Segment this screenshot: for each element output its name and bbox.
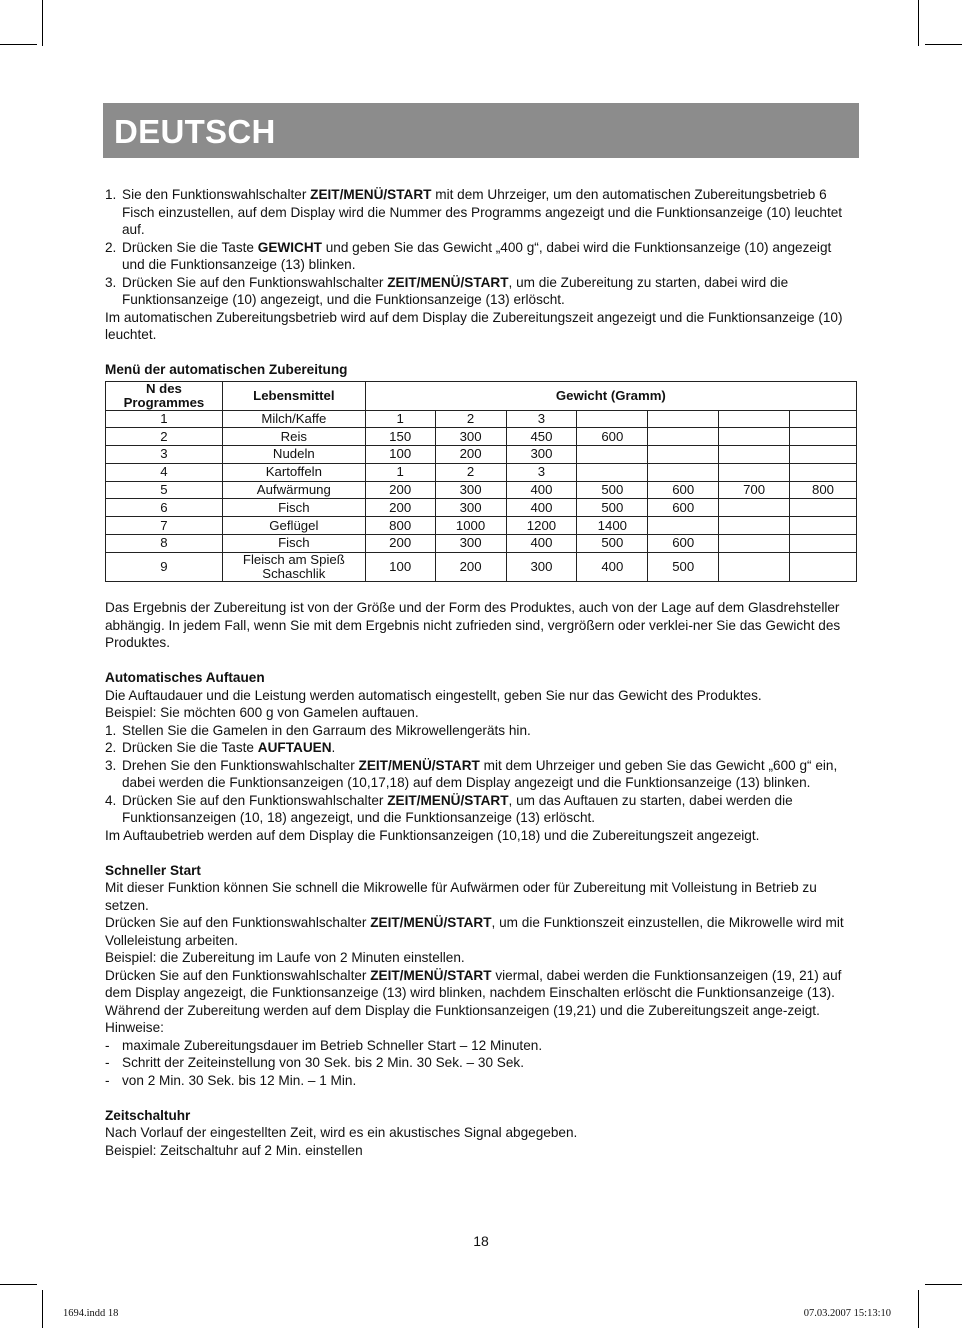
table-cell: 300 [435, 499, 506, 517]
table-cell: 1 [365, 463, 435, 481]
step-bold: ZEIT/MENÜ/START [387, 274, 509, 290]
table-cell: 500 [577, 499, 648, 517]
note-text: maximale Zubereitungsdauer im Betrieb Schneller Start – 12 Minuten. [122, 1037, 543, 1053]
text-run: , um die Funktionszeit einzustellen, die Mikrowelle wird mit Volleleistung arbeiten. [105, 915, 844, 948]
crop-mark [925, 1284, 962, 1285]
table-cell: 500 [577, 481, 648, 499]
crop-mark [925, 44, 962, 45]
table-cell: Fleisch am Spieß Schaschlik [222, 552, 365, 581]
step-number: 2. [105, 239, 117, 255]
table-cell [577, 410, 648, 428]
table-cell: 200 [435, 552, 506, 581]
step-text: . [331, 740, 336, 756]
step-text: und geben Sie das Gewicht „400 g“, dabei wird die Funktionsanzeige (10) angezeigt und die Funktionsanzeige (13) blinken. [122, 239, 832, 272]
table-cell: Reis [222, 428, 365, 446]
table-row [106, 517, 857, 535]
table-cell: 800 [790, 481, 857, 499]
table-cell: Aufwärmung [222, 481, 365, 499]
table-cell [648, 517, 719, 535]
dash-bullet: - [105, 1055, 110, 1071]
table-cell [719, 446, 790, 464]
table-cell: 3 [506, 410, 577, 428]
table-cell: Nudeln [222, 446, 365, 464]
table-cell: Geflügel [222, 517, 365, 535]
step-text: , um die Zubereitung zu starten, dabei wird die Funktionsanzeige (10) angezeigt, und die Funktionsanzeige (13) erlöscht. [122, 274, 789, 307]
list-item [105, 1072, 857, 1090]
table-cell: 100 [365, 446, 435, 464]
text-run: Drücken Sie auf den Funktionswahlschalter [105, 967, 371, 983]
step-text: Drücken Sie auf den Funktionswahlschalter [122, 792, 388, 808]
defrost-intro: Die Auftaudauer und die Leistung werden automatisch eingestellt, geben Sie nur das Gewicht des Produktes. [105, 687, 762, 703]
quick-start-text: Während der Zubereitung werden auf dem Display die Funktionsanzeigen (19,21) und die Zubereitungszeit ange-zeigt. [105, 1002, 820, 1018]
banner-title: DEUTSCH [114, 113, 276, 150]
step-text: Sie den Funktionswahlschalter [122, 187, 311, 202]
table-cell [648, 463, 719, 481]
list-item [105, 186, 857, 239]
timer-heading: Zeitschaltuhr [105, 1107, 191, 1123]
table-header-row [106, 381, 857, 410]
list-item [105, 1037, 857, 1055]
table-cell [719, 517, 790, 535]
table-cell: 4 [106, 463, 223, 481]
list-item [105, 1054, 857, 1072]
column-header: Gewicht (Gramm) [365, 381, 856, 410]
table-cell [577, 446, 648, 464]
list-item [105, 239, 857, 274]
table-cell [790, 517, 857, 535]
table-cell: Milch/Kaffe [222, 410, 365, 428]
crop-mark [918, 1290, 919, 1328]
step-text: Drücken Sie die Taste [122, 239, 258, 255]
table-cell [790, 428, 857, 446]
table-cell: 7 [106, 517, 223, 535]
table-cell: 400 [506, 481, 577, 499]
menu-table-heading: Menü der automatischen Zubereitung [105, 362, 348, 377]
table-cell: 1000 [435, 517, 506, 535]
crop-mark [0, 1284, 37, 1285]
defrost-example: Beispiel: Sie möchten 600 g von Gamelen auftauen. [105, 705, 419, 721]
slug-left: 1694.indd 18 [63, 1308, 119, 1319]
page-content [105, 186, 857, 1159]
list-item [105, 792, 857, 827]
notes-label: Hinweise: [105, 1020, 164, 1036]
table-cell [719, 499, 790, 517]
table-cell: 300 [435, 428, 506, 446]
table-cell [719, 428, 790, 446]
notes-list [105, 1037, 857, 1090]
table-cell [790, 499, 857, 517]
text-bold: ZEIT/MENÜ/START [370, 967, 492, 983]
step-text: mit dem Uhrzeiger und geben Sie das Gewicht „600 g“ ein, dabei werden die Funktionsanzeigen (10,17,18) auf dem Display angezeigt und die Funktionsanzeige (13) blinken. [122, 757, 838, 791]
list-item [105, 722, 857, 740]
table-cell: 6 [106, 499, 223, 517]
table-cell [648, 410, 719, 428]
table-row [106, 535, 857, 553]
table-cell: 600 [648, 535, 719, 553]
table-cell: 300 [506, 552, 577, 581]
table-cell: 600 [577, 428, 648, 446]
table-cell: 150 [365, 428, 435, 446]
list-item [105, 757, 857, 792]
step-number: 4. [105, 792, 117, 808]
table-cell: 300 [435, 535, 506, 553]
table-cell: 400 [577, 552, 648, 581]
table-cell: 700 [719, 481, 790, 499]
table-cell [719, 552, 790, 581]
table-row [106, 481, 857, 499]
quick-start-text: Mit dieser Funktion können Sie schnell die Mikrowelle für Aufwärmen oder für Zubereitung mit Volleistung in Betrieb zu setzen. [105, 880, 817, 913]
table-cell: 600 [648, 499, 719, 517]
table-cell: 200 [365, 499, 435, 517]
intro-note: Im automatischen Zubereitungsbetrieb wird auf dem Display die Zubereitungszeit angezeigt und die Funktionsanzeige (10) leuchtet. [105, 309, 843, 342]
intro-steps [105, 186, 857, 309]
table-cell: 200 [435, 446, 506, 464]
crop-mark [918, 0, 919, 46]
table-cell: Fisch [222, 499, 365, 517]
crop-mark [42, 0, 43, 46]
table-cell: 450 [506, 428, 577, 446]
table-cell [648, 428, 719, 446]
quick-start-example: Beispiel: die Zubereitung im Laufe von 2 Minuten einstellen. [105, 950, 465, 966]
step-bold: ZEIT/MENÜ/START [387, 792, 509, 808]
text-run: Drücken Sie auf den Funktionswahlschalter [105, 915, 371, 931]
step-bold: GEWICHT [257, 239, 322, 255]
step-number: 2. [105, 740, 117, 756]
table-row [106, 552, 857, 581]
table-cell: 1400 [577, 517, 648, 535]
step-number: 3. [105, 757, 117, 773]
table-cell [790, 446, 857, 464]
table-cell: 600 [648, 481, 719, 499]
dash-bullet: - [105, 1072, 110, 1088]
text-bold: ZEIT/MENÜ/START [370, 915, 492, 931]
table-cell [719, 410, 790, 428]
table-cell: 500 [577, 535, 648, 553]
step-text: Drücken Sie die Taste [122, 740, 258, 756]
quick-start-text [105, 914, 857, 949]
slug-right: 07.03.2007 15:13:10 [803, 1308, 891, 1319]
table-cell: 400 [506, 535, 577, 553]
step-bold: ZEIT/MENÜ/START [310, 187, 432, 202]
table-cell [719, 463, 790, 481]
table-cell: 2 [106, 428, 223, 446]
timer-text: Nach Vorlauf der eingestellten Zeit, wird es ein akustisches Signal abgegeben. [105, 1125, 578, 1141]
note-text: von 2 Min. 30 Sek. bis 12 Min. – 1 Min. [122, 1072, 357, 1088]
result-note: Das Ergebnis der Zubereitung ist von der Größe und der Form des Produktes, auch von der Lage auf dem Glasdrehsteller abhängig. In jedem Fall, wenn Sie mit dem Ergebnis nicht zufrieden sind, vergrößern oder verklei-ner Sie das Gewicht des Produktes. [105, 600, 841, 651]
table-cell: 1200 [506, 517, 577, 535]
table-cell: 3 [106, 446, 223, 464]
defrost-note: Im Auftaubetrieb werden auf dem Display die Funktionsanzeigen (10,18) und die Zubereitungszeit angezeigt. [105, 827, 760, 843]
step-bold: ZEIT/MENÜ/START [358, 757, 480, 773]
defrost-steps [105, 722, 857, 827]
table-cell [790, 463, 857, 481]
table-cell: 9 [106, 552, 223, 581]
step-text: , um das Auftauen zu starten, dabei werden die Funktionsanzeigen (10, 18) angezeigt, und die Funktionsanzeige (13) erlöscht. [122, 792, 793, 826]
table-row [106, 410, 857, 428]
step-text: mit dem Uhrzeiger, um den automatischen Zubereitungsbetrieb 6 Fisch einzustellen, auf dem Display wird die Nummer des Programms angezeigt und die Funktionsanzeige (10) leuchtet auf. [122, 187, 843, 237]
table-cell: 3 [506, 463, 577, 481]
table-cell [790, 410, 857, 428]
step-text: Drehen Sie den Funktionswahlschalter [122, 757, 359, 773]
table-cell [790, 552, 857, 581]
table-cell: 100 [365, 552, 435, 581]
table-cell: 300 [506, 446, 577, 464]
table-row [106, 463, 857, 481]
step-number: 3. [105, 274, 117, 290]
quick-start-text [105, 967, 857, 1002]
step-bold: AUFTAUEN [257, 740, 332, 756]
column-header: Lebensmittel [222, 381, 365, 410]
list-item [105, 274, 857, 309]
crop-mark [42, 1290, 43, 1328]
table-cell [790, 535, 857, 553]
table-cell: 1 [106, 410, 223, 428]
table-cell: 8 [106, 535, 223, 553]
dash-bullet: - [105, 1037, 110, 1053]
table-cell: 1 [365, 410, 435, 428]
defrost-heading: Automatisches Auftauen [105, 670, 265, 686]
table-cell: Kartoffeln [222, 463, 365, 481]
table-cell: 200 [365, 481, 435, 499]
table-cell: 2 [435, 410, 506, 428]
table-row [106, 446, 857, 464]
table-cell: 500 [648, 552, 719, 581]
note-text: Schritt der Zeiteinstellung von 30 Sek. bis 2 Min. 30 Sek. – 30 Sek. [122, 1055, 524, 1071]
table-cell: Fisch [222, 535, 365, 553]
step-number: 1. [105, 187, 117, 202]
table-cell [577, 463, 648, 481]
crop-mark [0, 44, 37, 45]
table-cell [719, 535, 790, 553]
step-text: Drücken Sie auf den Funktionswahlschalter [122, 274, 388, 290]
table-row [106, 428, 857, 446]
list-item [105, 739, 857, 757]
table-cell [648, 446, 719, 464]
page-number: 18 [473, 1233, 489, 1249]
table-cell: 5 [106, 481, 223, 499]
table-row [106, 499, 857, 517]
step-number: 1. [105, 722, 117, 738]
timer-example: Beispiel: Zeitschaltuhr auf 2 Min. einstellen [105, 1142, 363, 1158]
language-banner [103, 103, 859, 158]
text-run: viermal, dabei werden die Funktionsanzeigen (19, 21) auf dem Display angezeigt, die Funktionsanzeige (13) wird blinken, nachdem Einschalten erlöscht die Funktionsanzeige (13). [105, 967, 842, 1001]
table-cell: 2 [435, 463, 506, 481]
column-header: N des Programmes [106, 381, 223, 410]
step-text: Stellen Sie die Gamelen in den Garraum des Mikrowellengeräts hin. [122, 722, 531, 738]
table-cell: 300 [435, 481, 506, 499]
table-cell: 200 [365, 535, 435, 553]
table-cell: 800 [365, 517, 435, 535]
table-cell: 400 [506, 499, 577, 517]
quick-start-heading: Schneller Start [105, 862, 201, 878]
auto-cook-menu-table [105, 381, 857, 582]
